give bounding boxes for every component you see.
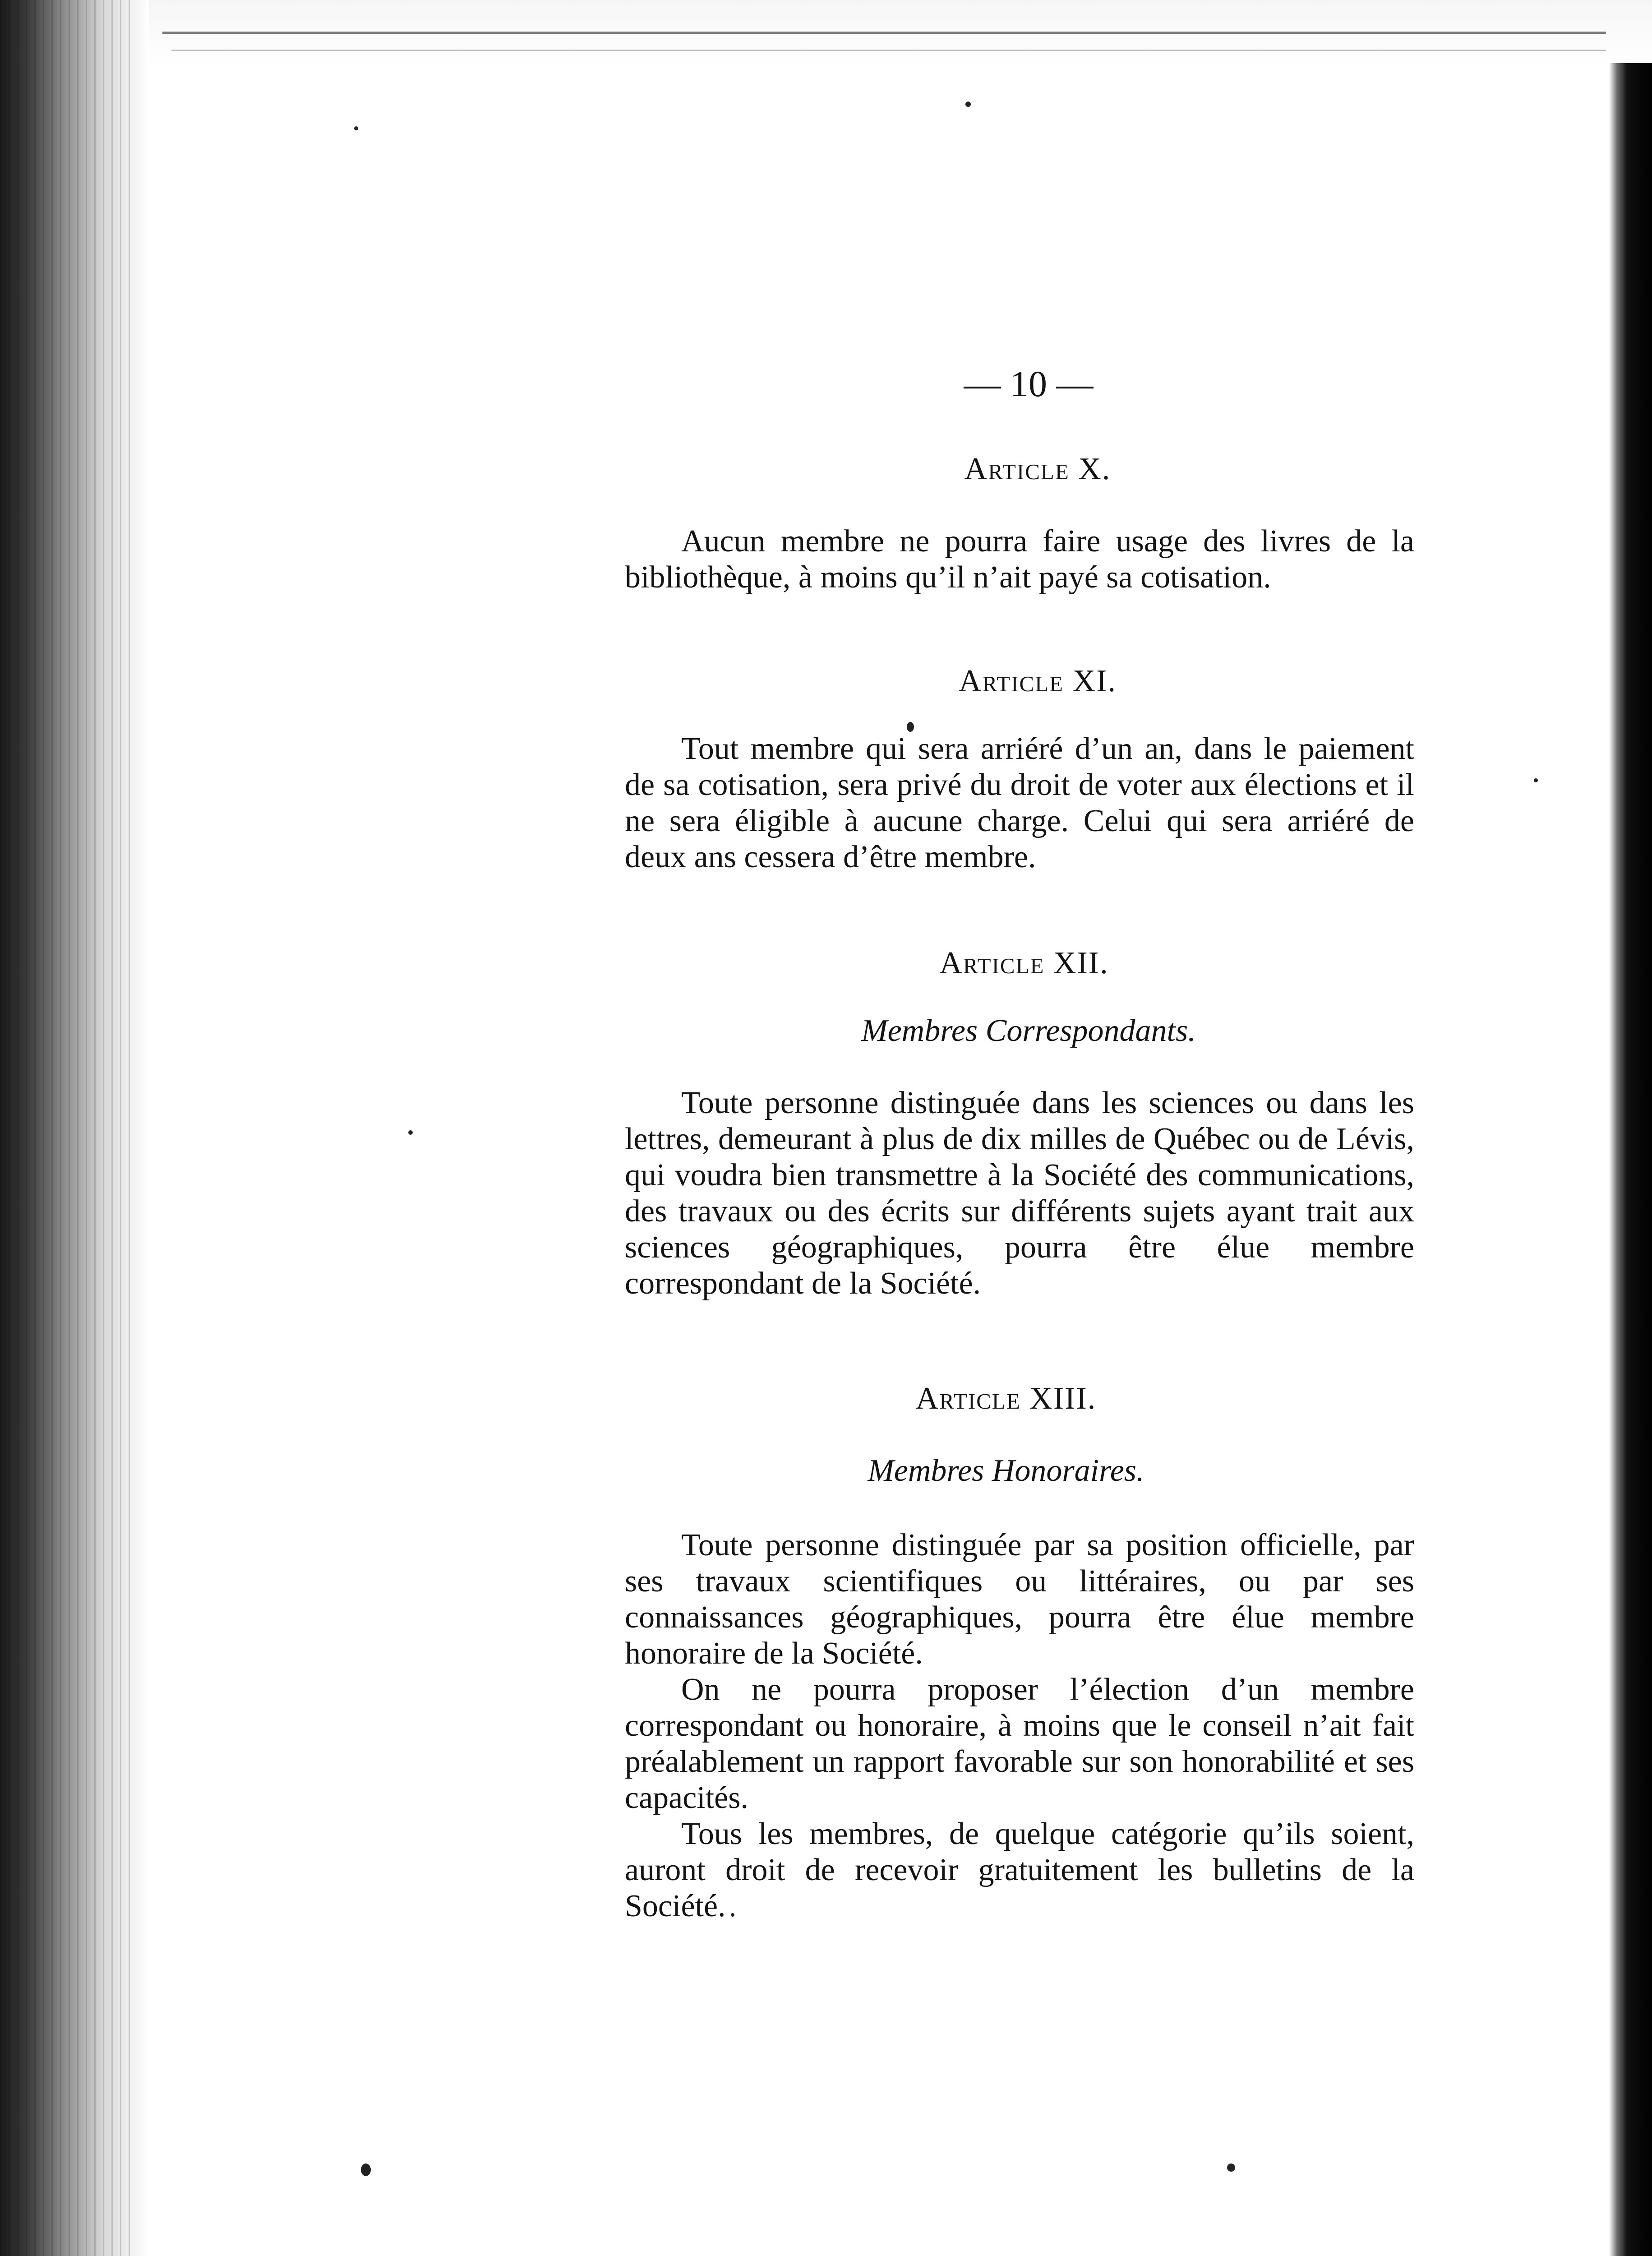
scan-edge-top: [149, 0, 1652, 68]
scan-speck: [1227, 2164, 1235, 2172]
article-heading: Article XI.: [959, 664, 1117, 698]
article-paragraph: Tout membre qui sera arriéré d’un an, dans le paiement de sa cotisation, sera privé du droit de voter aux élections et il ne sera éligible à aucune charge. Celui qui sera arriéré de deux ans cessera d’être membre.: [625, 731, 1414, 874]
article-heading: Article XIII.: [915, 1381, 1097, 1416]
scan-edge-top-rule-secondary: [171, 50, 1606, 51]
article-heading: Article X.: [964, 452, 1111, 486]
article-paragraph: Tous les membres, de quelque catégorie qu’ils soient, auront droit de recevoir gratuitement les bulletins de la Société.: [625, 1817, 1414, 1923]
article-paragraph: Toute personne distinguée dans les sciences ou dans les lettres, demeurant à plus de dix milles de Québec ou de Lévis, qui voudra bien transmettre à la Société des communications, des travaux ou des écrits sur différents sujets ayant trait aux sciences géographiques, pourra être élue membre correspondant de la Société.: [625, 1086, 1414, 1301]
scan-speck: [354, 126, 358, 130]
page-number: — 10 —: [964, 363, 1094, 404]
scan-speck: [1534, 778, 1538, 782]
article-heading: Article XII.: [939, 946, 1109, 980]
scan-edge-left-texture: [0, 0, 135, 2256]
scan-speck: [965, 102, 971, 107]
article-paragraph: Toute personne distinguée par sa position officielle, par ses travaux scientifiques ou littéraires, ou par ses connaissances géographiques, pourra être élue membre honoraire de la Société.: [625, 1528, 1414, 1671]
article-subheading: Membres Correspondants.: [861, 1013, 1196, 1048]
scan-edge-top-rule: [162, 32, 1606, 34]
scan-speck: [408, 1130, 413, 1135]
scan-speck: [361, 2164, 371, 2176]
article-paragraph: Aucun membre ne pourra faire usage des livres de la bibliothèque, à moins qu’il n’ait payé sa cotisation.: [625, 524, 1414, 595]
scan-edge-right: [1609, 63, 1652, 2256]
article-paragraph: On ne pourra proposer l’élection d’un membre correspondant ou honoraire, à moins que le conseil n’ait fait préalablement un rapport favorable sur son honorabilité et ses capacités.: [625, 1672, 1414, 1815]
article-subheading: Membres Honoraires.: [868, 1453, 1144, 1488]
scan-speck: [907, 722, 914, 732]
